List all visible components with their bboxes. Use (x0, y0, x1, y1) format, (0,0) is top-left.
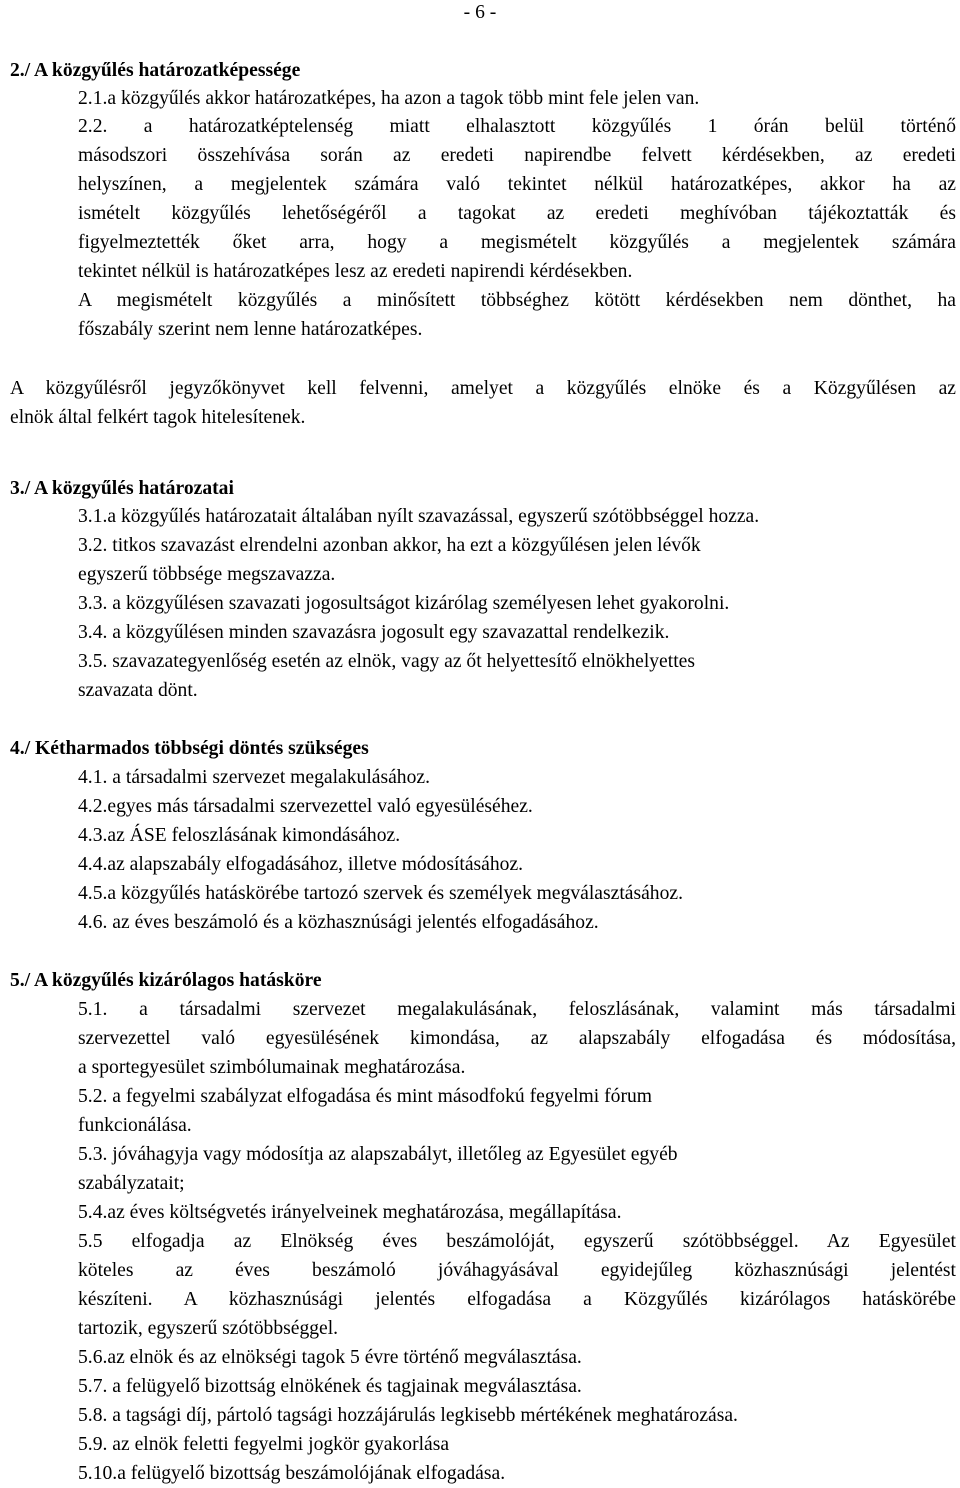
paragraph-line: szabályzatait; (78, 1173, 185, 1194)
paragraph-line: elnök által felkért tagok hitelesítenek. (10, 407, 306, 428)
paragraph-line: 5.4.az éves költségvetés irányelveinek meghatározása, megállapítása. (78, 1202, 622, 1223)
paragraph-3-4: 3.4. a közgyűlésen minden szavazásra jogosult egy szavazattal rendelkezik. (78, 622, 670, 643)
paragraph-line: a sportegyesület szimbólumainak meghatározása. (78, 1057, 466, 1078)
section-5-body (78, 995, 956, 1488)
section-2-heading: 2./ A közgyűlés határozatképessége (10, 60, 301, 81)
paragraph-line: 2.2. a határozatképtelenség miatt elhalasztott közgyűlés 1 órán belül történő (78, 116, 956, 137)
paragraph-line: 5.6.az elnök és az elnökségi tagok 5 évre történő megválasztása. (78, 1347, 582, 1368)
paragraph-line: A közgyűlésről jegyzőkönyvet kell felvenni, amelyet a közgyűlés elnöke és a Közgyűlésen az (10, 378, 956, 399)
minutes-paragraph (10, 374, 956, 432)
list-item: 4.5.a közgyűlés hatáskörébe tartozó szervek és személyek megválasztásához. (78, 883, 683, 904)
paragraph-line: A megismételt közgyűlés a minősített többséghez kötött kérdésekben nem dönthet, ha (78, 290, 956, 311)
paragraph-line: figyelmeztették őket arra, hogy a megismételt közgyűlés a megjelentek számára (78, 232, 956, 253)
paragraph-line: 5.7. a felügyelő bizottság elnökének és tagjainak megválasztása. (78, 1376, 582, 1397)
paragraph-3-5-cont: szavazata dönt. (78, 680, 198, 701)
list-item: 4.3.az ÁSE feloszlásának kimondásához. (78, 825, 401, 846)
paragraph-3-2-cont: egyszerű többsége megszavazza. (78, 564, 336, 585)
paragraph-line: szervezettel való egyesülésének kimondása, az alapszabály elfogadása és módosítása, (78, 1028, 956, 1049)
paragraph-line: 5.9. az elnök feletti fegyelmi jogkör gyakorlása (78, 1434, 450, 1455)
paragraph-line: 5.10.a felügyelő bizottság beszámolójának elfogadása. (78, 1463, 506, 1484)
paragraph-line: 5.1. a társadalmi szervezet megalakulásának, feloszlásának, valamint más társadalmi (78, 999, 956, 1020)
paragraph-3-3: 3.3. a közgyűlésen szavazati jogosultságot kizárólag személyesen lehet gyakorolni. (78, 593, 730, 614)
list-item: 4.1. a társadalmi szervezet megalakulásához. (78, 767, 430, 788)
paragraph-line: 5.8. a tagsági díj, pártoló tagsági hozzájárulás legkisebb mértékének meghatározása. (78, 1405, 738, 1426)
paragraph-line: tekintet nélkül is határozatképes lesz az eredeti napirendi kérdésekben. (78, 261, 633, 282)
paragraph-line: köteles az éves beszámoló jóváhagyásával egyidejűleg közhasznúsági jelentést (78, 1260, 956, 1281)
paragraph-2-1: 2.1.a közgyűlés akkor határozatképes, ha azon a tagok több mint fele jelen van. (78, 88, 700, 109)
paragraph-line: helyszínen, a megjelentek számára való tekintet nélkül határozatképes, akkor ha az (78, 174, 956, 195)
section-5-heading: 5./ A közgyűlés kizárólagos hatásköre (10, 970, 322, 991)
section-3-heading: 3./ A közgyűlés határozatai (10, 478, 234, 499)
paragraph-line: 5.5 elfogadja az Elnökség éves beszámolóját, egyszerű szótöbbséggel. Az Egyesület (78, 1231, 956, 1252)
paragraph-3-2: 3.2. titkos szavazást elrendelni azonban akkor, ha ezt a közgyűlésen jelen lévők (78, 535, 701, 556)
list-item: 4.2.egyes más társadalmi szervezettel való egyesüléséhez. (78, 796, 533, 817)
paragraph-2-2 (78, 112, 956, 344)
paragraph-3-5: 3.5. szavazategyenlőség esetén az elnök, vagy az őt helyettesítő elnökhelyettes (78, 651, 695, 672)
paragraph-line: másodszori összehívása során az eredeti napirendbe felvett kérdésekben, az eredeti (78, 145, 956, 166)
section-4-heading: 4./ Kétharmados többségi döntés szükséges (10, 738, 369, 759)
paragraph-line: 5.2. a fegyelmi szabályzat elfogadása és mint másodfokú fegyelmi fórum (78, 1086, 653, 1107)
paragraph-line: funkcionálása. (78, 1115, 192, 1136)
paragraph-line: készíteni. A közhasznúsági jelentés elfogadása a Közgyűlés kizárólagos hatáskörébe (78, 1289, 956, 1310)
paragraph-3-1: 3.1.a közgyűlés határozatait általában nyílt szavazással, egyszerű szótöbbséggel hozza. (78, 506, 760, 527)
list-item: 4.6. az éves beszámoló és a közhasznúsági jelentés elfogadásához. (78, 912, 599, 933)
paragraph-line: 5.3. jóváhagyja vagy módosítja az alapszabályt, illetőleg az Egyesület egyéb (78, 1144, 678, 1165)
paragraph-line: főszabály szerint nem lenne határozatképes. (78, 319, 423, 340)
paragraph-line: ismételt közgyűlés lehetőségéről a tagokat az eredeti meghívóban tájékoztatták és (78, 203, 956, 224)
list-item: 4.4.az alapszabály elfogadásához, illetve módosításához. (78, 854, 524, 875)
paragraph-line: tartozik, egyszerű szótöbbséggel. (78, 1318, 339, 1339)
page-number: - 6 - (463, 2, 497, 23)
